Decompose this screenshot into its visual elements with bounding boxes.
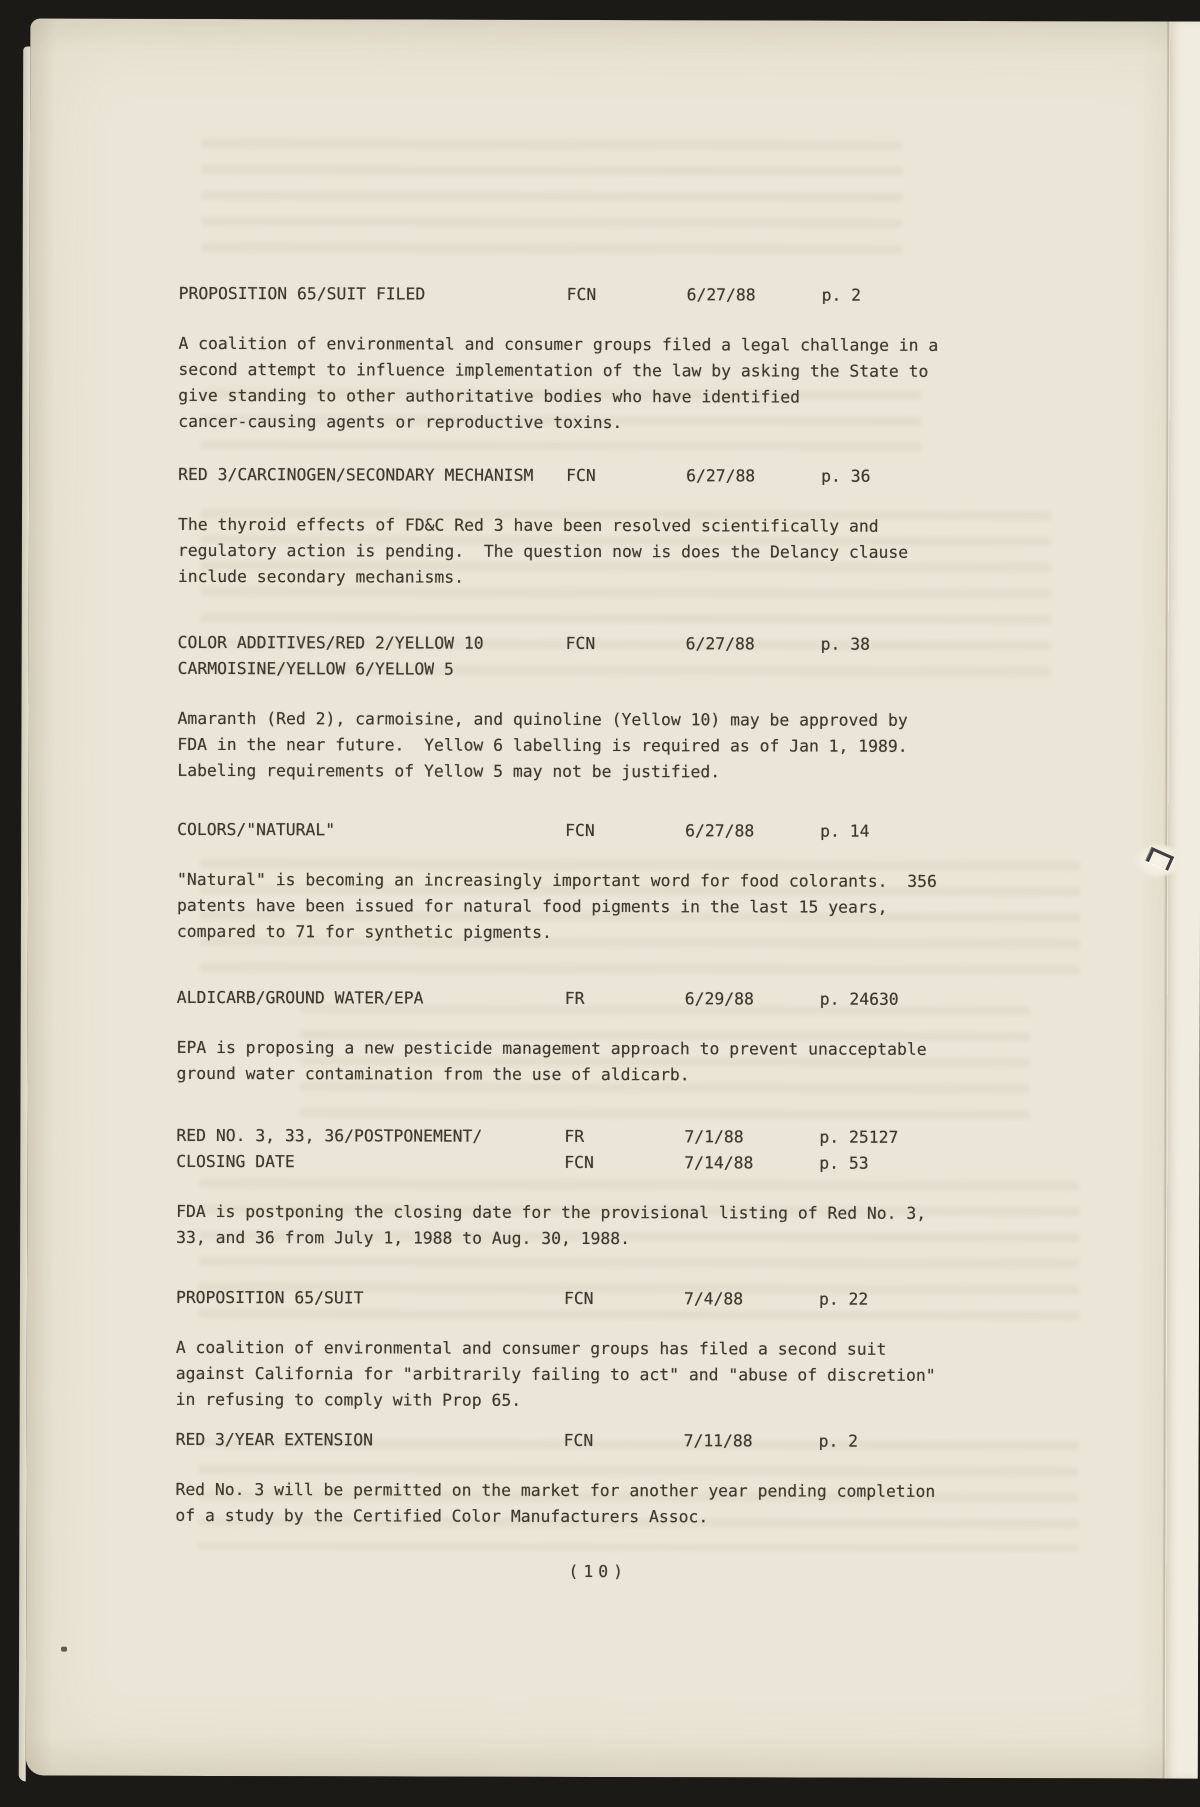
entry-source: FCN (563, 1288, 594, 1308)
entry-source: FR (564, 1126, 585, 1146)
entry-source: FCN (566, 465, 596, 485)
entry-header (177, 985, 1157, 1014)
entry-header (178, 462, 1158, 491)
entry-page-ref: p. 53 (819, 1153, 869, 1173)
entry-body-line: The thyroid effects of FD&C Red 3 have been resolved scientifically and (177, 514, 879, 536)
entry-page-ref: p. 38 (820, 634, 871, 654)
entry-header (176, 1123, 1156, 1152)
entry-body-line: A coalition of environmental and consumer groups has filed a second suit (175, 1337, 887, 1359)
news-entry (176, 1123, 1156, 1254)
entry-title: PROPOSITION 65/SUIT (175, 1287, 364, 1308)
entry-date: 7/14/88 (684, 1153, 754, 1173)
entry-header (176, 1149, 1156, 1178)
entry-body-line: patents have been issued for natural food pigments in the last 15 years, (176, 895, 888, 917)
entry-page-ref: p. 25127 (819, 1127, 899, 1147)
entry-page-ref: p. 14 (820, 821, 870, 841)
entry-body (177, 1035, 1157, 1090)
entry-body-line: A coalition of environmental and consumer groups filed a legal challange in a (178, 333, 939, 355)
entry-body-line: regulatory action is pending. The question now is does the Delancy clause (177, 540, 909, 562)
entry-header (177, 817, 1157, 846)
news-entry (178, 462, 1158, 593)
entry-body (178, 512, 1158, 593)
entry-title: RED 3/YEAR EXTENSION (175, 1429, 373, 1450)
entry-source: FCN (566, 284, 597, 304)
entry-title: COLOR ADDITIVES/RED 2/YELLOW 10 (177, 632, 484, 653)
entry-date: 6/29/88 (684, 989, 754, 1009)
entry-body-line: FDA in the near future. Yellow 6 labelling is required as of Jan 1, 1989. (177, 734, 908, 756)
entry-body (176, 1335, 1156, 1416)
entry-header (176, 1427, 1156, 1456)
entry-title: ALDICARB/GROUND WATER/EPA (176, 987, 424, 1008)
entry-body-line: Labeling requirements of Yellow 5 may not be justified. (177, 760, 721, 782)
entry-date: 6/27/88 (685, 821, 755, 841)
entry-title: CLOSING DATE (176, 1151, 295, 1172)
entry-source: FCN (563, 1430, 594, 1450)
entry-page-ref: p. 2 (821, 285, 862, 305)
news-entry (177, 630, 1157, 787)
entry-body-line: second attempt to influence implementation of the law by asking the State to (178, 359, 929, 381)
entry-title: COLORS/"NATURAL" (177, 819, 336, 840)
entry-body-line: in refusing to comply with Prop 65. (175, 1389, 522, 1410)
entry-body (177, 867, 1157, 948)
entry-body-line: give standing to other authoritative bodies who have identified (178, 385, 801, 407)
news-entry (175, 1427, 1155, 1532)
entry-body-line: FDA is postponing the closing date for the provisional listing of Red No. 3, (176, 1201, 927, 1223)
entry-body-line: of a study by the Certified Color Manufacturers Assoc. (175, 1505, 709, 1527)
entry-header (179, 281, 1159, 310)
entry-date: 7/4/88 (683, 1289, 744, 1309)
entry-date: 7/1/88 (684, 1127, 744, 1147)
entry-body-line: ground water contamination from the use of aldicarb. (176, 1063, 690, 1085)
entry-body (175, 1477, 1155, 1532)
entry-source: FCN (564, 1152, 594, 1172)
entry-source: FCN (565, 820, 595, 840)
entry-body-line: include secondary mechanisms. (177, 566, 465, 587)
entry-source: FR (564, 988, 585, 1008)
entry-date: 6/27/88 (686, 466, 756, 486)
entry-date: 6/27/88 (686, 285, 756, 305)
entry-body (177, 706, 1157, 787)
news-entry (178, 281, 1158, 438)
entry-title: CARMOISINE/YELLOW 6/YELLOW 5 (177, 658, 454, 679)
entry-header (178, 630, 1158, 659)
entry-body-line: Red No. 3 will be permitted on the market for another year pending completion (175, 1479, 936, 1501)
entry-source: FCN (565, 633, 596, 653)
entry-date: 6/27/88 (685, 634, 755, 654)
news-entry (177, 985, 1157, 1090)
entry-header (178, 656, 1158, 685)
entry-page-ref: p. 2 (818, 1431, 859, 1451)
page-number: (10) (568, 1561, 629, 1582)
news-entry (177, 817, 1157, 948)
entry-body (176, 1199, 1156, 1254)
entry-body-line: compared to 71 for synthetic pigments. (176, 921, 552, 942)
entry-header (176, 1285, 1156, 1314)
entry-body-line: against California for "arbitrarily failing to act" and "abuse of discretion" (175, 1363, 936, 1385)
entry-body-line: 33, and 36 from July 1, 1988 to Aug. 30, 1988. (176, 1227, 631, 1249)
news-entry (176, 1285, 1156, 1416)
entry-body (178, 331, 1158, 438)
entry-body-line: "Natural" is becoming an increasingly important word for food colorants. 356 (177, 869, 937, 891)
entry-title: RED 3/CARCINOGEN/SECONDARY MECHANISM (178, 464, 534, 485)
entry-title: RED NO. 3, 33, 36/POSTPONEMENT/ (176, 1125, 483, 1146)
entry-body-line: cancer-causing agents or reproductive toxins. (178, 411, 623, 433)
entry-date: 7/11/88 (683, 1431, 753, 1451)
entry-body-line: EPA is proposing a new pesticide management approach to prevent unacceptable (176, 1037, 927, 1059)
entry-page-ref: p. 36 (821, 466, 871, 486)
entry-page-ref: p. 22 (818, 1289, 869, 1309)
entry-title: PROPOSITION 65/SUIT FILED (178, 283, 426, 304)
entry-page-ref: p. 24630 (819, 989, 899, 1009)
entry-body-line: Amaranth (Red 2), carmoisine, and quinoline (Yellow 10) may be approved by (177, 708, 908, 730)
